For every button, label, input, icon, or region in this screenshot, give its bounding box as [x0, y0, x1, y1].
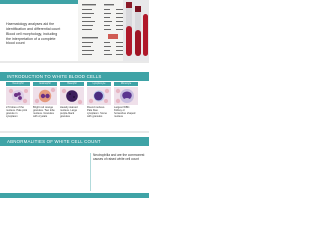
slide-1	[0, 0, 149, 61]
wbc-column-neutrophil	[6, 82, 30, 118]
wbc-column-eosinophil	[33, 82, 57, 118]
column-header: Neutrophil	[6, 82, 30, 86]
slide-1-bullets	[6, 22, 61, 47]
column-description: Largest WBC. Kidney or horseshoe shaped nucleus	[114, 106, 136, 119]
slide-1-bullet: Haematology analyses aid the identification and differential count	[6, 22, 61, 31]
slide-3	[0, 133, 149, 198]
column-description: 2-5 lobes of the nucleus. Pale pink granule in cytoplasm	[6, 106, 28, 119]
blood-tubes-photo	[123, 0, 149, 61]
slide-3-title: ABNORMALITIES OF WHITE CELL COUNT	[7, 139, 101, 144]
wbc-column-lymphocyte	[87, 82, 111, 118]
column-header: Basophil	[60, 82, 84, 86]
slide-2	[0, 63, 149, 131]
column-description: Bright red orange granules. Two lobe nucleus. Granules with crystals	[33, 106, 55, 119]
column-header: Monocyte	[114, 82, 138, 86]
wbc-column-monocyte	[114, 82, 138, 118]
column-description: Round nucleus. Pale blue cytoplasm. Some with granules	[87, 106, 107, 119]
slide-3-divider	[90, 153, 91, 191]
slide-3-body: Neutrophilia and are the commonest causes of raised white cell count	[93, 153, 145, 161]
slide-2-title: INTRODUCTION TO WHITE BLOOD CELLS	[7, 74, 102, 79]
column-description: Heavily stained nucleus. Large purple-black granules	[60, 106, 78, 119]
lymphocyte-micrograph	[87, 87, 111, 105]
wbc-column-basophil	[60, 82, 84, 118]
monocyte-micrograph	[114, 87, 138, 105]
eosinophil-micrograph	[33, 87, 57, 105]
column-header: Eosinophil	[33, 82, 57, 86]
slide-1-bullet: Blood cell morphology, including the interpretation of a complete blood count	[6, 32, 58, 46]
column-header: Lymphocyte	[87, 82, 111, 86]
basophil-micrograph	[60, 87, 84, 105]
neutrophil-micrograph	[6, 87, 30, 105]
slide-3-footer-bar	[0, 193, 149, 198]
